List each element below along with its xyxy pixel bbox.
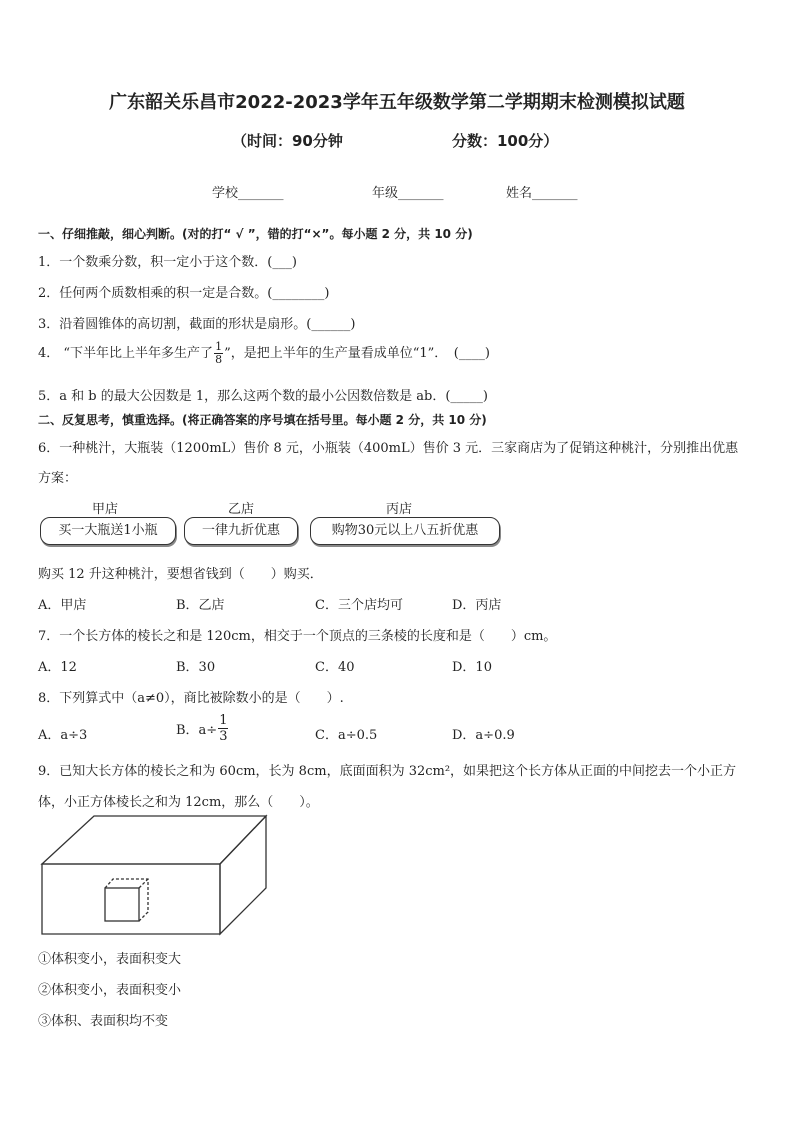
school-field: 学校_______	[212, 186, 284, 201]
small-cube-front	[105, 888, 139, 921]
fraction-numerator: 1	[219, 713, 228, 728]
q8-option-b-text: B．a÷	[176, 723, 218, 738]
q6-option-a: A．甲店	[38, 598, 87, 613]
question-4	[38, 341, 490, 366]
shop-name-jia: 甲店	[91, 502, 118, 517]
question-2: 2．任何两个质数相乘的积一定是合数。(________)	[38, 286, 330, 301]
q6-option-d: D．丙店	[452, 598, 502, 613]
q6-option-c: C．三个店均可	[315, 598, 403, 613]
q6-option-b: B．乙店	[176, 598, 225, 613]
q7-option-d: D．10	[452, 660, 492, 675]
q8-option-c: C．a÷0.5	[315, 728, 378, 743]
question-9-line1: 9．已知大长方体的棱长之和为 60cm，长为 8cm，底面面积为 32cm²，如果把这个长方体从正面的中间挖去一个小正方	[38, 764, 737, 779]
grade-field: 年级_______	[372, 186, 444, 201]
question-6-line1: 6．一种桃汁，大瓶装（1200mL）售价 8 元，小瓶装（400mL）售价 3 元．三家商店为了促销这种桃汁，分别推出优惠	[38, 441, 739, 456]
cuboid-figure	[38, 812, 270, 938]
question-3: 3．沿着圆锥体的高切割，截面的形状是扇形。(______)	[38, 317, 356, 332]
q7-option-b: B．30	[176, 660, 216, 675]
q9-option-3: ③体积、表面积均不变	[38, 1014, 169, 1029]
fraction-denominator: 8	[215, 353, 223, 366]
question-8: 8．下列算式中（a≠0），商比被除数小的是（ ）.	[38, 691, 344, 706]
fraction-denominator: 3	[219, 729, 228, 744]
name-field: 姓名_______	[506, 186, 578, 201]
shop-offer-yi: 一律九折优惠	[184, 517, 298, 545]
q9-option-1: ①体积变小，表面积变大	[38, 952, 182, 967]
fraction-one-third	[218, 713, 228, 744]
section1-heading: 一、仔细推敲，细心判断。(对的打“ √ ”，错的打“×”。每小题 2 分，共 10 分)	[38, 227, 473, 241]
q7-option-a: A．12	[38, 660, 77, 675]
q8-option-b	[176, 713, 229, 744]
question-4-post: ”，是把上半年的生产量看成单位“1”． (____)	[224, 346, 490, 361]
question-7: 7．一个长方体的棱长之和是 120cm，相交于一个顶点的三条棱的长度和是（ ）cm。	[38, 629, 557, 644]
cuboid-front-face	[42, 864, 220, 934]
question-4-pre: 4． “下半年比上半年多生产了	[38, 346, 214, 361]
fraction-numerator: 1	[215, 340, 223, 353]
q8-option-d: D．a÷0.9	[452, 728, 515, 743]
question-6-line2: 方案：	[38, 471, 78, 486]
fraction-one-eighth	[214, 341, 223, 366]
question-1: 1．一个数乘分数，积一定小于这个数．(___)	[38, 255, 297, 270]
q9-option-2: ②体积变小，表面积变小	[38, 983, 182, 998]
question-5: 5．a 和 b 的最大公因数是 1，那么这两个数的最小公因数倍数是 ab．(_____)	[38, 389, 488, 404]
cuboid-side-face	[220, 816, 266, 934]
small-cube-hidden-edges	[105, 879, 148, 921]
shop-name-yi: 乙店	[227, 502, 254, 517]
question-6-ask: 购买 12 升这种桃汁，要想省钱到（ ）购买．	[38, 567, 323, 582]
exam-score: 分数：100分）	[452, 132, 559, 150]
shop-offer-bing: 购物30元以上八五折优惠	[310, 517, 500, 545]
page-title: 广东韶关乐昌市2022-2023学年五年级数学第二学期期末检测模拟试题	[109, 92, 685, 113]
small-cube-hidden-edge	[139, 879, 148, 888]
exam-time: （时间：90分钟	[232, 132, 343, 150]
shop-offer-jia: 买一大瓶送1小瓶	[40, 517, 176, 545]
question-9-line2: 体，小正方体棱长之和为 12cm，那么（ ）。	[38, 795, 319, 810]
cuboid-top-face	[42, 816, 266, 864]
shop-name-bing: 丙店	[385, 502, 412, 517]
q7-option-c: C．40	[315, 660, 355, 675]
section2-heading: 二、反复思考，慎重选择。(将正确答案的序号填在括号里。每小题 2 分，共 10 分)	[38, 413, 487, 427]
q8-option-a: A．a÷3	[38, 728, 88, 743]
